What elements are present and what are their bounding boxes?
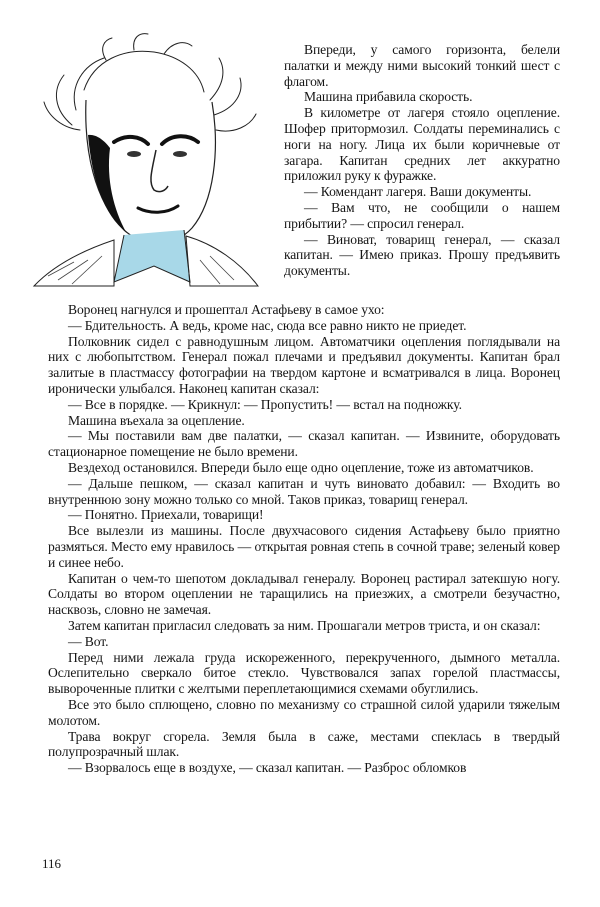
paragraph: — Вот. (68, 633, 109, 649)
paragraph: Полковник сидел с равнодушным лицом. Автоматчики оцепления поглядывали на них с любопытством. Генерал пожал плечами и предъявил документы. Капитан брал залитые в пластмассу фотографии на твердом картоне и всматривался в лица. Воронец иронически улыбался. Наконец капитан сказал: (48, 333, 560, 396)
top-text-column (284, 42, 560, 279)
paragraph: — Все в порядке. — Крикнул: — Пропустить! — встал на подножку. (68, 396, 462, 412)
paragraph: — Понятно. Приехали, товарищи! (68, 507, 264, 523)
paragraph: Вездеход остановился. Впереди было еще одно оцепление, тоже из автоматчиков. (68, 459, 534, 475)
paragraph: В километре от лагеря стояло оцепление. Шофер притормозил. Солдаты переминались с ноги на ногу. Лица их были коричневые от загара. Капитан средних лет аккуратно приложил руку к фуражке. (284, 105, 560, 184)
paragraph: — Вам что, не сообщили о нашем прибытии? — спросил генерал. (284, 199, 560, 231)
paragraph: Трава вокруг сгорела. Земля была в саже, местами спеклась в твердый полупрозрачный шлак. (48, 728, 560, 760)
portrait-sketch-icon (14, 30, 274, 290)
paragraph: Капитан о чем-то шепотом докладывал генералу. Воронец растирал затекшую ногу. Солдаты во втором оцеплении не таращились на приезжих, а смотрели безучастно, насквозь, словно не замечая. (48, 570, 560, 618)
paragraph: Все это было сплющено, словно по механизму со страшной силой ударили тяжелым молотом. (48, 696, 560, 728)
paragraph: Все вылезли из машины. После двухчасового сидения Астафьеву было приятно размяться. Место ему нравилось — открытая ровная степь в сочной траве; зеленый ковер и синее небо. (48, 523, 560, 570)
paragraph: Затем капитан пригласил следовать за ним. Прошагали метров триста, и он сказал: (68, 617, 541, 633)
paragraph: — Бдительность. А ведь, кроме нас, сюда все равно никто не приедет. (68, 317, 467, 333)
page-number: 116 (42, 856, 62, 871)
paragraph: — Дальше пешком, — сказал капитан и чуть виновато добавил: — Входить во внутреннюю зону можно только со мной. Таков приказ, товарищ генерал. (48, 475, 560, 507)
paragraph: Воронец нагнулся и прошептал Астафьеву в самое ухо: (68, 302, 385, 317)
paragraph: — Взорвалось еще в воздухе, — сказал капитан. — Разброс обломков (68, 760, 467, 776)
paragraph: — Мы поставили вам две палатки, — сказал капитан. — Извините, оборудовать стационарное помещение не было времени. (48, 428, 560, 460)
paragraph: — Комендант лагеря. Ваши документы. (304, 184, 532, 200)
paragraph: Впереди, у самого горизонта, белели палатки и между ними высокий тонкий шест с флагом. (284, 42, 560, 89)
paragraph: Машина прибавила скорость. (304, 89, 473, 105)
paragraph: Машина въехала за оцепление. (68, 412, 245, 428)
main-text-column (48, 302, 560, 776)
paragraph: Перед ними лежала груда искореженного, перекрученного, дымного металла. Ослепительно сверкало битое стекло. Чувствовался запах горелой пластмассы, вывороченные плитки с желтыми переплетающимися схемами обуглились. (48, 649, 560, 697)
paragraph: — Виноват, товарищ генерал, — сказал капитан. — Имею приказ. Прошу предъявить документы. (284, 231, 560, 279)
